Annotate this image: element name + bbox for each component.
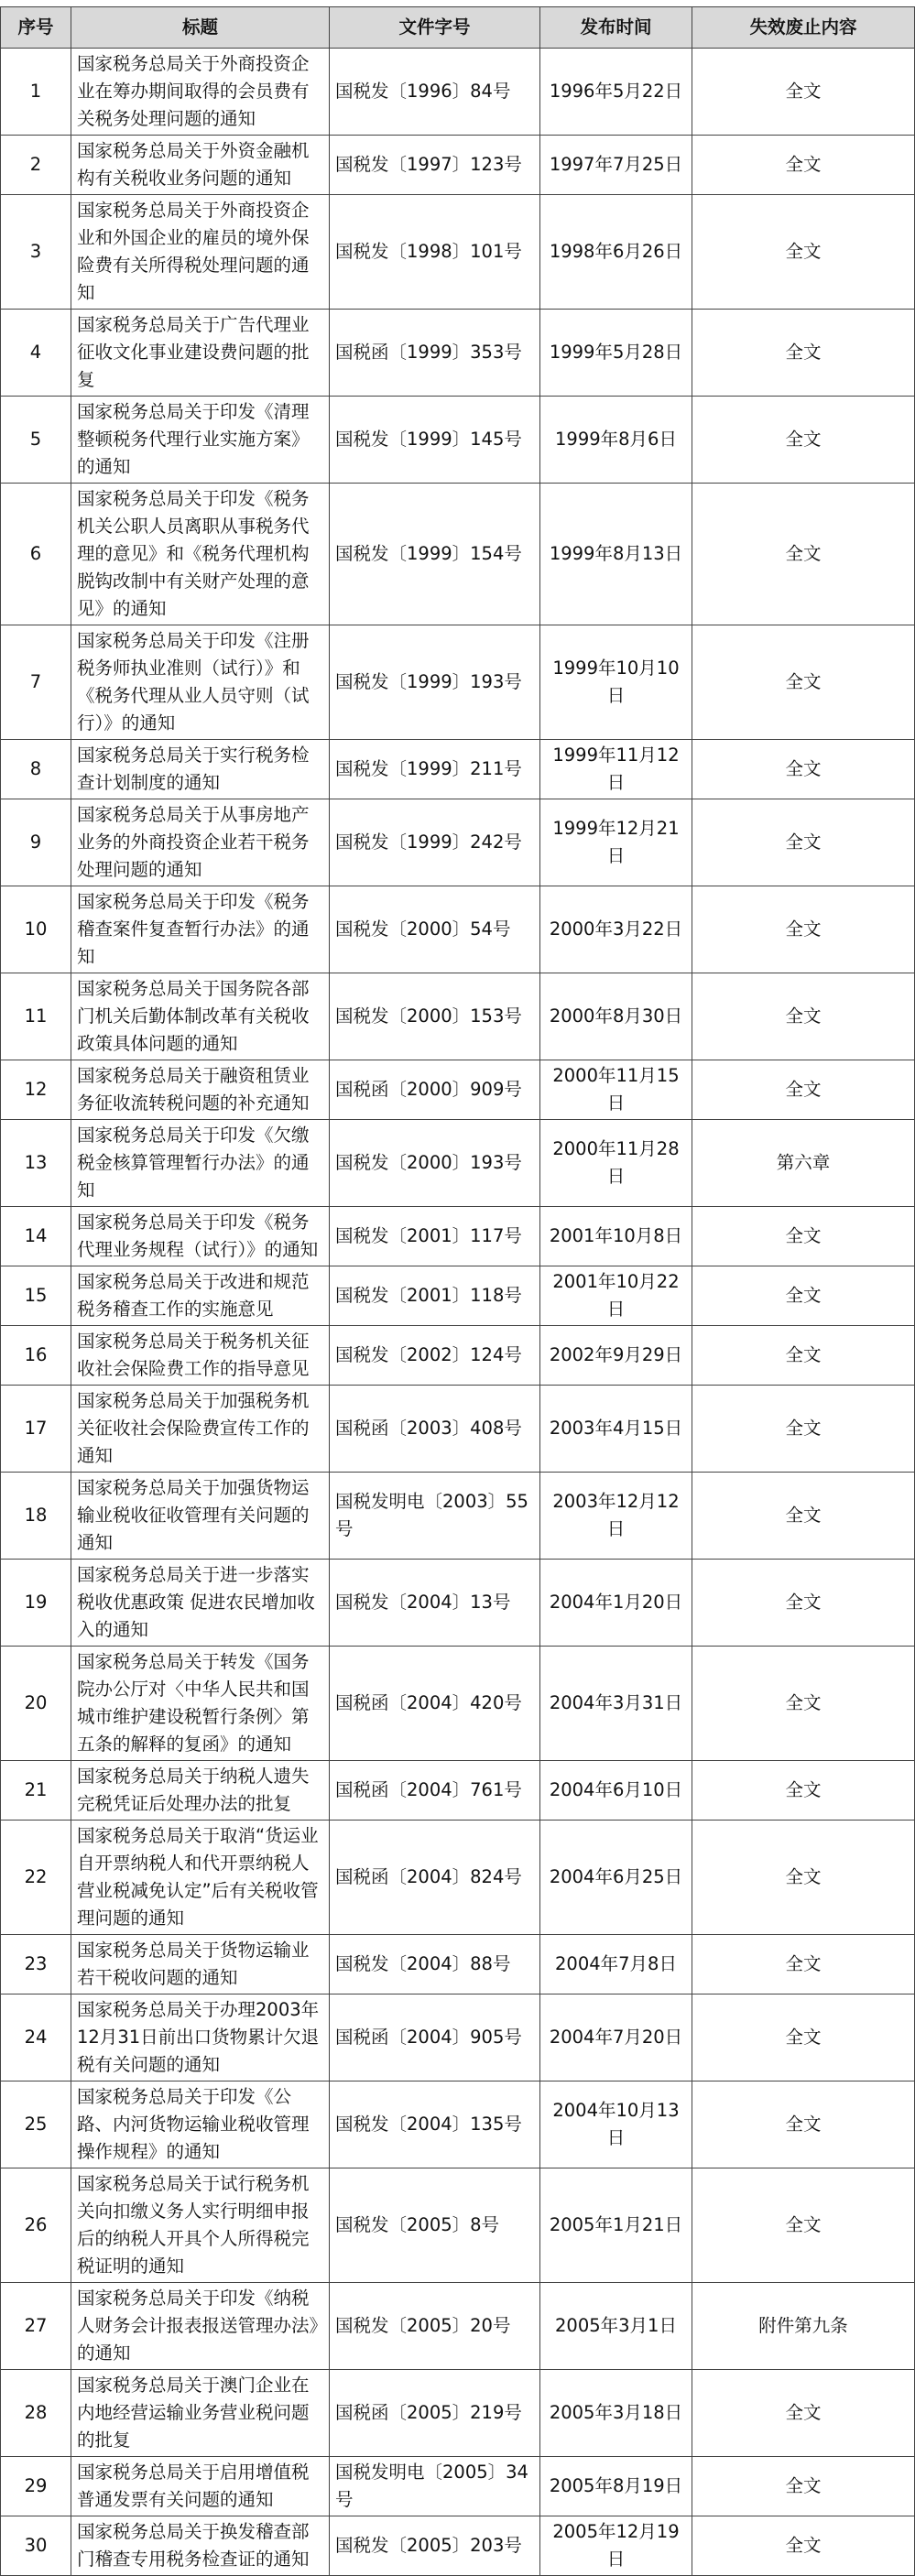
cell-doc-no: 国税函〔2000〕909号 bbox=[330, 1060, 540, 1120]
cell-doc-no: 国税发〔2004〕13号 bbox=[330, 1560, 540, 1647]
table-row bbox=[1, 2283, 915, 2370]
table-row bbox=[1, 2168, 915, 2283]
cell-date: 2000年3月22日 bbox=[540, 886, 692, 973]
cell-scope: 全文 bbox=[692, 397, 915, 484]
cell-doc-no: 国税发〔2005〕20号 bbox=[330, 2283, 540, 2370]
cell-no: 9 bbox=[1, 799, 71, 886]
cell-no: 19 bbox=[1, 1560, 71, 1647]
cell-title: 国家税务总局关于融资租赁业务征收流转税问题的补充通知 bbox=[71, 1060, 330, 1120]
header-date: 发布时间 bbox=[540, 7, 692, 49]
cell-doc-no: 国税函〔2004〕761号 bbox=[330, 1761, 540, 1821]
table-row bbox=[1, 2081, 915, 2168]
cell-title: 国家税务总局关于实行税务检查计划制度的通知 bbox=[71, 740, 330, 799]
table-row bbox=[1, 484, 915, 625]
cell-no: 22 bbox=[1, 1821, 71, 1935]
cell-no: 14 bbox=[1, 1207, 71, 1266]
table-header-row bbox=[1, 7, 915, 49]
cell-date: 2005年3月18日 bbox=[540, 2370, 692, 2457]
table-row bbox=[1, 1120, 915, 1207]
cell-no: 27 bbox=[1, 2283, 71, 2370]
cell-date: 2004年10月13日 bbox=[540, 2081, 692, 2168]
cell-title: 国家税务总局关于税务机关征收社会保险费工作的指导意见 bbox=[71, 1326, 330, 1386]
cell-date: 2003年4月15日 bbox=[540, 1386, 692, 1473]
cell-doc-no: 国税发〔2002〕124号 bbox=[330, 1326, 540, 1386]
cell-doc-no: 国税函〔2004〕905号 bbox=[330, 1994, 540, 2081]
cell-no: 28 bbox=[1, 2370, 71, 2457]
cell-scope: 全文 bbox=[692, 195, 915, 310]
table-body bbox=[1, 49, 915, 2576]
cell-date: 1999年10月10日 bbox=[540, 625, 692, 740]
cell-no: 2 bbox=[1, 136, 71, 195]
cell-scope: 全文 bbox=[692, 1647, 915, 1761]
cell-no: 5 bbox=[1, 397, 71, 484]
cell-scope: 全文 bbox=[692, 49, 915, 136]
cell-date: 2004年6月10日 bbox=[540, 1761, 692, 1821]
table-row bbox=[1, 1647, 915, 1761]
cell-date: 2000年8月30日 bbox=[540, 973, 692, 1060]
cell-title: 国家税务总局关于进一步落实税收优惠政策 促进农民增加收入的通知 bbox=[71, 1560, 330, 1647]
cell-title: 国家税务总局关于改进和规范税务稽查工作的实施意见 bbox=[71, 1266, 330, 1326]
cell-no: 26 bbox=[1, 2168, 71, 2283]
cell-title: 国家税务总局关于外资金融机构有关税收业务问题的通知 bbox=[71, 136, 330, 195]
cell-scope: 全文 bbox=[692, 1060, 915, 1120]
cell-no: 10 bbox=[1, 886, 71, 973]
cell-date: 2000年11月15日 bbox=[540, 1060, 692, 1120]
repealed-documents-table bbox=[0, 6, 915, 2576]
cell-title: 国家税务总局关于纳税人遗失完税凭证后处理办法的批复 bbox=[71, 1761, 330, 1821]
cell-doc-no: 国税发〔1999〕154号 bbox=[330, 484, 540, 625]
cell-date: 1999年11月12日 bbox=[540, 740, 692, 799]
cell-scope: 全文 bbox=[692, 1326, 915, 1386]
cell-scope: 全文 bbox=[692, 484, 915, 625]
cell-no: 25 bbox=[1, 2081, 71, 2168]
cell-title: 国家税务总局关于印发《公路、内河货物运输业税收管理操作规程》的通知 bbox=[71, 2081, 330, 2168]
cell-doc-no: 国税发〔2001〕118号 bbox=[330, 1266, 540, 1326]
cell-date: 2005年8月19日 bbox=[540, 2457, 692, 2516]
cell-doc-no: 国税发〔2000〕153号 bbox=[330, 973, 540, 1060]
cell-title: 国家税务总局关于加强税务机关征收社会保险费宣传工作的通知 bbox=[71, 1386, 330, 1473]
cell-scope: 全文 bbox=[692, 1560, 915, 1647]
cell-doc-no: 国税发〔1999〕242号 bbox=[330, 799, 540, 886]
cell-doc-no: 国税发〔1998〕101号 bbox=[330, 195, 540, 310]
cell-title: 国家税务总局关于广告代理业征收文化事业建设费问题的批复 bbox=[71, 310, 330, 397]
cell-title: 国家税务总局关于外商投资企业和外国企业的雇员的境外保险费有关所得税处理问题的通知 bbox=[71, 195, 330, 310]
cell-scope: 附件第九条 bbox=[692, 2283, 915, 2370]
table-row bbox=[1, 886, 915, 973]
header-doc-no: 文件字号 bbox=[330, 7, 540, 49]
cell-no: 20 bbox=[1, 1647, 71, 1761]
cell-title: 国家税务总局关于外商投资企业在筹办期间取得的会员费有关税务处理问题的通知 bbox=[71, 49, 330, 136]
table-row bbox=[1, 1060, 915, 1120]
cell-title: 国家税务总局关于取消“货运业自开票纳税人和代开票纳税人营业税减免认定”后有关税收管理问题的通知 bbox=[71, 1821, 330, 1935]
table-row bbox=[1, 973, 915, 1060]
table-row bbox=[1, 1473, 915, 1560]
cell-title: 国家税务总局关于货物运输业若干税收问题的通知 bbox=[71, 1935, 330, 1994]
cell-no: 4 bbox=[1, 310, 71, 397]
cell-date: 1996年5月22日 bbox=[540, 49, 692, 136]
table-row bbox=[1, 310, 915, 397]
cell-doc-no: 国税发〔2000〕54号 bbox=[330, 886, 540, 973]
cell-doc-no: 国税函〔2004〕420号 bbox=[330, 1647, 540, 1761]
table-row bbox=[1, 1386, 915, 1473]
cell-scope: 全文 bbox=[692, 1473, 915, 1560]
cell-title: 国家税务总局关于印发《注册税务师执业准则（试行）》和《税务代理从业人员守则（试行）》的通知 bbox=[71, 625, 330, 740]
cell-title: 国家税务总局关于转发《国务院办公厅对〈中华人民共和国城市维护建设税暂行条例〉第五条的解释的复函》的通知 bbox=[71, 1647, 330, 1761]
cell-doc-no: 国税函〔2003〕408号 bbox=[330, 1386, 540, 1473]
cell-no: 30 bbox=[1, 2516, 71, 2576]
cell-doc-no: 国税发〔2004〕88号 bbox=[330, 1935, 540, 1994]
cell-date: 2002年9月29日 bbox=[540, 1326, 692, 1386]
table-row bbox=[1, 2370, 915, 2457]
cell-scope: 全文 bbox=[692, 625, 915, 740]
cell-date: 2001年10月8日 bbox=[540, 1207, 692, 1266]
cell-date: 1999年8月6日 bbox=[540, 397, 692, 484]
table-row bbox=[1, 1266, 915, 1326]
cell-no: 16 bbox=[1, 1326, 71, 1386]
cell-title: 国家税务总局关于试行税务机关向扣缴义务人实行明细申报后的纳税人开具个人所得税完税证明的通知 bbox=[71, 2168, 330, 2283]
cell-title: 国家税务总局关于澳门企业在内地经营运输业务营业税问题的批复 bbox=[71, 2370, 330, 2457]
cell-date: 1998年6月26日 bbox=[540, 195, 692, 310]
cell-no: 11 bbox=[1, 973, 71, 1060]
cell-title: 国家税务总局关于加强货物运输业税收征收管理有关问题的通知 bbox=[71, 1473, 330, 1560]
cell-title: 国家税务总局关于换发稽查部门稽查专用税务检查证的通知 bbox=[71, 2516, 330, 2576]
cell-title: 国家税务总局关于印发《纳税人财务会计报表报送管理办法》的通知 bbox=[71, 2283, 330, 2370]
cell-title: 国家税务总局关于办理2003年12月31日前出口货物累计欠退税有关问题的通知 bbox=[71, 1994, 330, 2081]
table-row bbox=[1, 136, 915, 195]
cell-title: 国家税务总局关于印发《税务代理业务规程（试行）》的通知 bbox=[71, 1207, 330, 1266]
cell-no: 18 bbox=[1, 1473, 71, 1560]
cell-title: 国家税务总局关于启用增值税普通发票有关问题的通知 bbox=[71, 2457, 330, 2516]
cell-doc-no: 国税发〔2005〕203号 bbox=[330, 2516, 540, 2576]
cell-scope: 全文 bbox=[692, 2516, 915, 2576]
cell-title: 国家税务总局关于印发《欠缴税金核算管理暂行办法》的通知 bbox=[71, 1120, 330, 1207]
cell-date: 1999年12月21日 bbox=[540, 799, 692, 886]
cell-scope: 全文 bbox=[692, 2168, 915, 2283]
cell-date: 1999年5月28日 bbox=[540, 310, 692, 397]
cell-no: 21 bbox=[1, 1761, 71, 1821]
cell-no: 29 bbox=[1, 2457, 71, 2516]
cell-title: 国家税务总局关于国务院各部门机关后勤体制改革有关税收政策具体问题的通知 bbox=[71, 973, 330, 1060]
cell-date: 1997年7月25日 bbox=[540, 136, 692, 195]
cell-scope: 全文 bbox=[692, 886, 915, 973]
cell-no: 17 bbox=[1, 1386, 71, 1473]
cell-doc-no: 国税发〔1997〕123号 bbox=[330, 136, 540, 195]
table-row bbox=[1, 2516, 915, 2576]
table-row bbox=[1, 740, 915, 799]
cell-doc-no: 国税发〔2005〕8号 bbox=[330, 2168, 540, 2283]
cell-title: 国家税务总局关于印发《税务稽查案件复查暂行办法》的通知 bbox=[71, 886, 330, 973]
table-row bbox=[1, 1326, 915, 1386]
cell-scope: 全文 bbox=[692, 2370, 915, 2457]
table-row bbox=[1, 49, 915, 136]
cell-scope: 全文 bbox=[692, 136, 915, 195]
table-row bbox=[1, 397, 915, 484]
cell-date: 2004年1月20日 bbox=[540, 1560, 692, 1647]
cell-scope: 全文 bbox=[692, 799, 915, 886]
cell-no: 7 bbox=[1, 625, 71, 740]
cell-title: 国家税务总局关于印发《税务机关公职人员离职从事税务代理的意见》和《税务代理机构脱钩改制中有关财产处理的意见》的通知 bbox=[71, 484, 330, 625]
cell-no: 24 bbox=[1, 1994, 71, 2081]
header-scope: 失效废止内容 bbox=[692, 7, 915, 49]
cell-date: 2001年10月22日 bbox=[540, 1266, 692, 1326]
cell-scope: 全文 bbox=[692, 1207, 915, 1266]
cell-no: 6 bbox=[1, 484, 71, 625]
cell-doc-no: 国税发〔1999〕211号 bbox=[330, 740, 540, 799]
cell-doc-no: 国税函〔1999〕353号 bbox=[330, 310, 540, 397]
table-row bbox=[1, 1821, 915, 1935]
cell-title: 国家税务总局关于印发《清理整顿税务代理行业实施方案》的通知 bbox=[71, 397, 330, 484]
cell-no: 3 bbox=[1, 195, 71, 310]
table-row bbox=[1, 195, 915, 310]
table-row bbox=[1, 625, 915, 740]
cell-date: 2003年12月12日 bbox=[540, 1473, 692, 1560]
cell-doc-no: 国税发〔2004〕135号 bbox=[330, 2081, 540, 2168]
cell-date: 2004年3月31日 bbox=[540, 1647, 692, 1761]
table-row bbox=[1, 1935, 915, 1994]
cell-doc-no: 国税发〔2000〕193号 bbox=[330, 1120, 540, 1207]
table-row bbox=[1, 1560, 915, 1647]
cell-doc-no: 国税函〔2005〕219号 bbox=[330, 2370, 540, 2457]
cell-scope: 全文 bbox=[692, 973, 915, 1060]
cell-no: 13 bbox=[1, 1120, 71, 1207]
cell-doc-no: 国税发明电〔2005〕34号 bbox=[330, 2457, 540, 2516]
cell-doc-no: 国税发〔1999〕145号 bbox=[330, 397, 540, 484]
table-row bbox=[1, 1994, 915, 2081]
cell-scope: 全文 bbox=[692, 1386, 915, 1473]
table-row bbox=[1, 1761, 915, 1821]
cell-scope: 全文 bbox=[692, 2081, 915, 2168]
cell-scope: 全文 bbox=[692, 1994, 915, 2081]
cell-date: 2004年7月20日 bbox=[540, 1994, 692, 2081]
cell-scope: 全文 bbox=[692, 1935, 915, 1994]
cell-date: 2005年12月19日 bbox=[540, 2516, 692, 2576]
cell-date: 2005年3月1日 bbox=[540, 2283, 692, 2370]
cell-doc-no: 国税发〔1999〕193号 bbox=[330, 625, 540, 740]
cell-date: 2004年6月25日 bbox=[540, 1821, 692, 1935]
table-row bbox=[1, 2457, 915, 2516]
cell-scope: 全文 bbox=[692, 1266, 915, 1326]
cell-scope: 全文 bbox=[692, 1821, 915, 1935]
cell-title: 国家税务总局关于从事房地产业务的外商投资企业若干税务处理问题的通知 bbox=[71, 799, 330, 886]
cell-no: 23 bbox=[1, 1935, 71, 1994]
cell-scope: 全文 bbox=[692, 1761, 915, 1821]
cell-doc-no: 国税发〔1996〕84号 bbox=[330, 49, 540, 136]
cell-date: 1999年8月13日 bbox=[540, 484, 692, 625]
cell-no: 1 bbox=[1, 49, 71, 136]
header-title: 标题 bbox=[71, 7, 330, 49]
cell-scope: 全文 bbox=[692, 740, 915, 799]
cell-doc-no: 国税发明电〔2003〕55号 bbox=[330, 1473, 540, 1560]
cell-doc-no: 国税发〔2001〕117号 bbox=[330, 1207, 540, 1266]
header-no: 序号 bbox=[1, 7, 71, 49]
cell-date: 2000年11月28日 bbox=[540, 1120, 692, 1207]
cell-scope: 全文 bbox=[692, 2457, 915, 2516]
table-row bbox=[1, 1207, 915, 1266]
table-row bbox=[1, 799, 915, 886]
cell-no: 8 bbox=[1, 740, 71, 799]
cell-date: 2005年1月21日 bbox=[540, 2168, 692, 2283]
cell-no: 15 bbox=[1, 1266, 71, 1326]
cell-scope: 全文 bbox=[692, 310, 915, 397]
cell-no: 12 bbox=[1, 1060, 71, 1120]
cell-date: 2004年7月8日 bbox=[540, 1935, 692, 1994]
cell-doc-no: 国税函〔2004〕824号 bbox=[330, 1821, 540, 1935]
cell-scope: 第六章 bbox=[692, 1120, 915, 1207]
